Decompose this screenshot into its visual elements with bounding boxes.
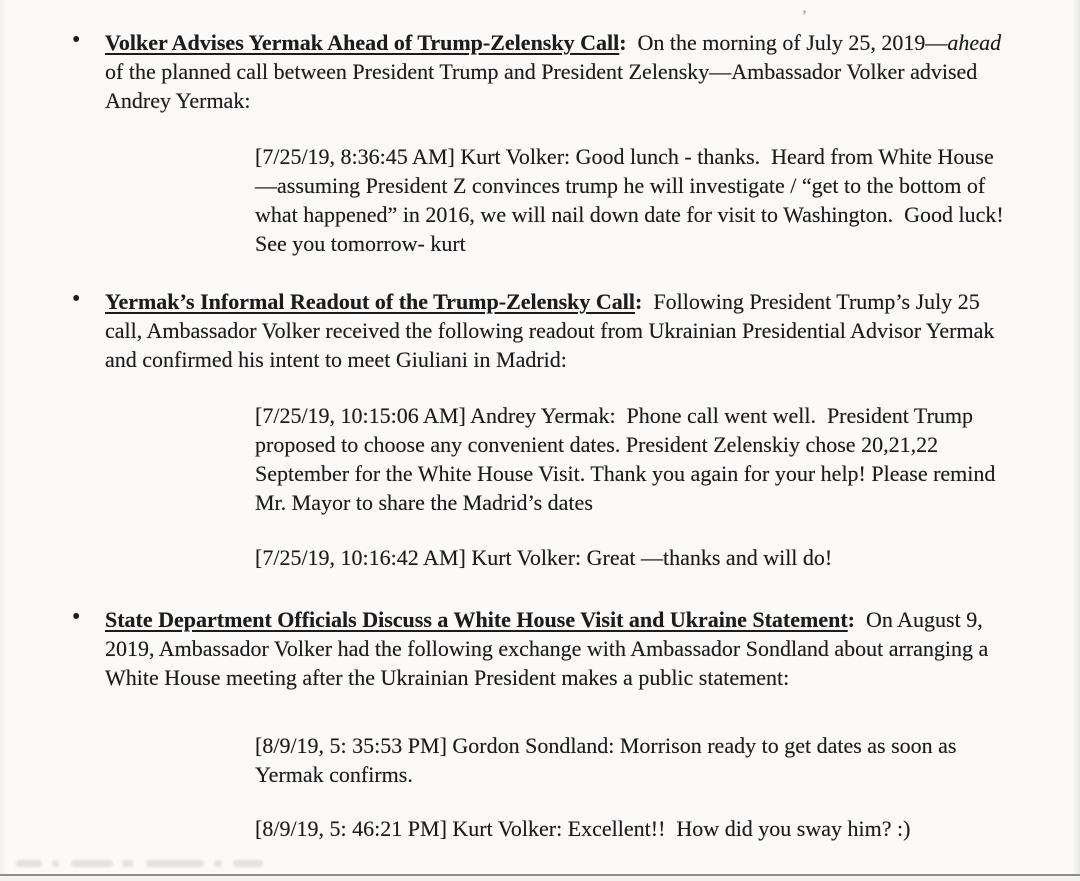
bullet-marker: •: [72, 604, 81, 630]
chat-message-quote: [8/9/19, 5: 46:21 PM] Kurt Volker: Excellent!! How did you sway him? :): [255, 816, 911, 841]
bullet-paragraph: [105, 28, 1010, 115]
page-left-edge-shadow: [0, 0, 7, 881]
heading-colon: :: [635, 289, 643, 314]
bullet-intro-italic: ahead: [947, 30, 1002, 55]
scan-smudge-marks: [16, 847, 263, 876]
chat-message-quote: [7/25/19, 8:36:45 AM] Kurt Volker: Good lunch - thanks. Heard from White House—assuming President Z convinces trump he will investigate / “get to the bottom of what happened” in 2016, we will nail down date for visit to Washington. Good luck! See you tomorrow- kurt: [255, 144, 1010, 256]
heading-colon: :: [847, 607, 855, 632]
chat-message-quote: [7/25/19, 10:15:06 AM] Andrey Yermak: Phone call went well. President Trump proposed to choose any convenient dates. President Zelenskiy chose 20,21,22 September for the White House Visit. Thank you again for your help! Please remind Mr. Mayor to share the Madrid’s dates: [255, 403, 1001, 515]
bullet-marker: •: [72, 27, 81, 53]
bullet-heading: Volker Advises Yermak Ahead of Trump-Zelensky Call: [105, 30, 620, 55]
bullet-intro-text: of the planned call between President Trump and President Zelensky—Ambassador Volker advised Andrey Yermak:: [105, 30, 1007, 113]
bullet-intro-text: On the morning of July 25, 2019—: [626, 30, 948, 55]
bullet-item: [72, 286, 1010, 572]
bullet-item: [72, 604, 1010, 843]
chat-message-quote: [8/9/19, 5: 35:53 PM] Gordon Sondland: Morrison ready to get dates as soon as Yermak confirms.: [255, 733, 962, 787]
bullet-item: [72, 27, 1010, 258]
bullet-intro-text: On August 9, 2019, Ambassador Volker had the following exchange with Ambassador Sondland about arranging a White House meeting after the Ukrainian President makes a public statement:: [105, 607, 994, 690]
bullet-heading: Yermak’s Informal Readout of the Trump-Zelensky Call: [105, 289, 636, 314]
page-bottom-margin: [0, 876, 1080, 881]
bullet-paragraph: [105, 605, 1010, 692]
chat-message-quote: [7/25/19, 10:16:42 AM] Kurt Volker: Great —thanks and will do!: [255, 545, 833, 570]
page-right-edge-shadow: [1072, 0, 1080, 881]
bullet-intro-text: Following President Trump’s July 25 call, Ambassador Volker received the following readout from Ukrainian Presidential Advisor Yermak and confirmed his intent to meet Giuliani in Madrid:: [105, 289, 1000, 372]
heading-colon: :: [619, 30, 627, 55]
bullet-marker: •: [72, 286, 81, 312]
bullet-paragraph: [105, 287, 1010, 374]
bullet-heading: State Department Officials Discuss a White House Visit and Ukraine Statement: [105, 607, 848, 632]
scan-artifact-speck: ’: [802, 8, 807, 24]
